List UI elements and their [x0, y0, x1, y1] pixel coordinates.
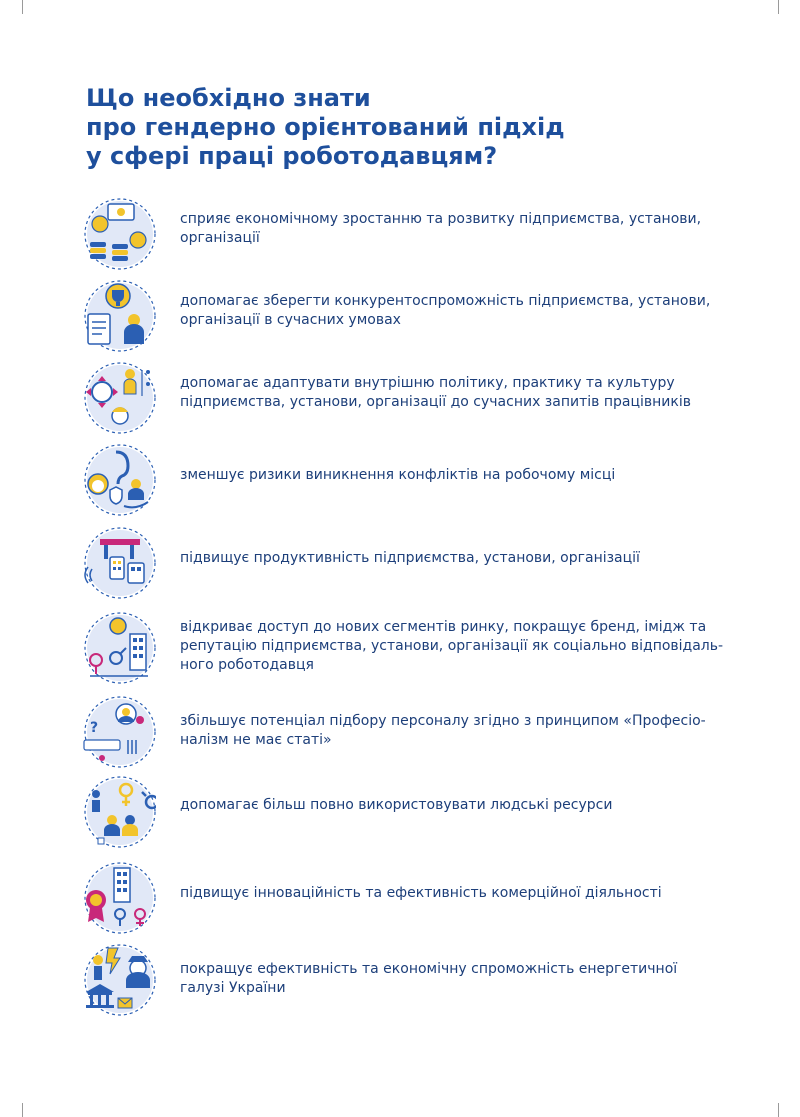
energy-sector-icon [80, 944, 156, 1016]
crop-mark-bottom-right [778, 1103, 779, 1117]
item-text: збільшує потенціал підбору персоналу згідно з принципом «Професіо- налізм не має статі» [180, 713, 706, 748]
crop-mark-bottom-left [22, 1103, 23, 1117]
item-text: покращує ефективність та економічну спроможність енергетичної галузі України [180, 961, 678, 996]
coins-growth-icon [80, 198, 156, 270]
market-access-icon [80, 612, 156, 684]
item-text: допомагає адаптувати внутрішню політику, практику та культуру підприємства, установи, організації до сучасних запитів працівників [180, 375, 691, 410]
conflict-prevention-icon [80, 444, 156, 516]
crop-mark-top-left [22, 0, 23, 14]
title-line-3: у сфері праці роботодавцям? [86, 142, 498, 170]
innovation-icon [80, 862, 156, 934]
svg-text:?: ? [90, 720, 99, 736]
page-title [86, 84, 726, 171]
item-text: допомагає більш повно використовувати людські ресурси [180, 797, 613, 813]
item-text: зменшує ризики виникнення конфліктів на робочому місці [180, 467, 616, 483]
human-resources-icon [80, 776, 156, 848]
productivity-icon [80, 527, 156, 599]
item-text: відкриває доступ до нових сегментів ринку, покращує бренд, імідж та репутацію підприємства, установи, організації як соціально відповідаль- ного роботодавця [180, 619, 724, 673]
item-text: підвищує продуктивність підприємства, установи, організації [180, 550, 640, 566]
recruitment-icon [80, 696, 156, 768]
item-text: допомагає зберегти конкурентоспроможність підприємства, установи, організації в сучасних умовах [180, 293, 711, 328]
trophy-competition-icon [80, 280, 156, 352]
title-line-1: Що необхідно знати [86, 84, 371, 112]
item-text: сприяє економічному зростанню та розвитку підприємства, установи, організації [180, 211, 702, 246]
item-text: підвищує інноваційність та ефективність комерційної діяльності [180, 885, 662, 901]
crop-mark-top-right [778, 0, 779, 14]
title-line-2: про гендерно орієнтований підхід [86, 113, 565, 141]
policy-adaptation-icon [80, 362, 156, 434]
